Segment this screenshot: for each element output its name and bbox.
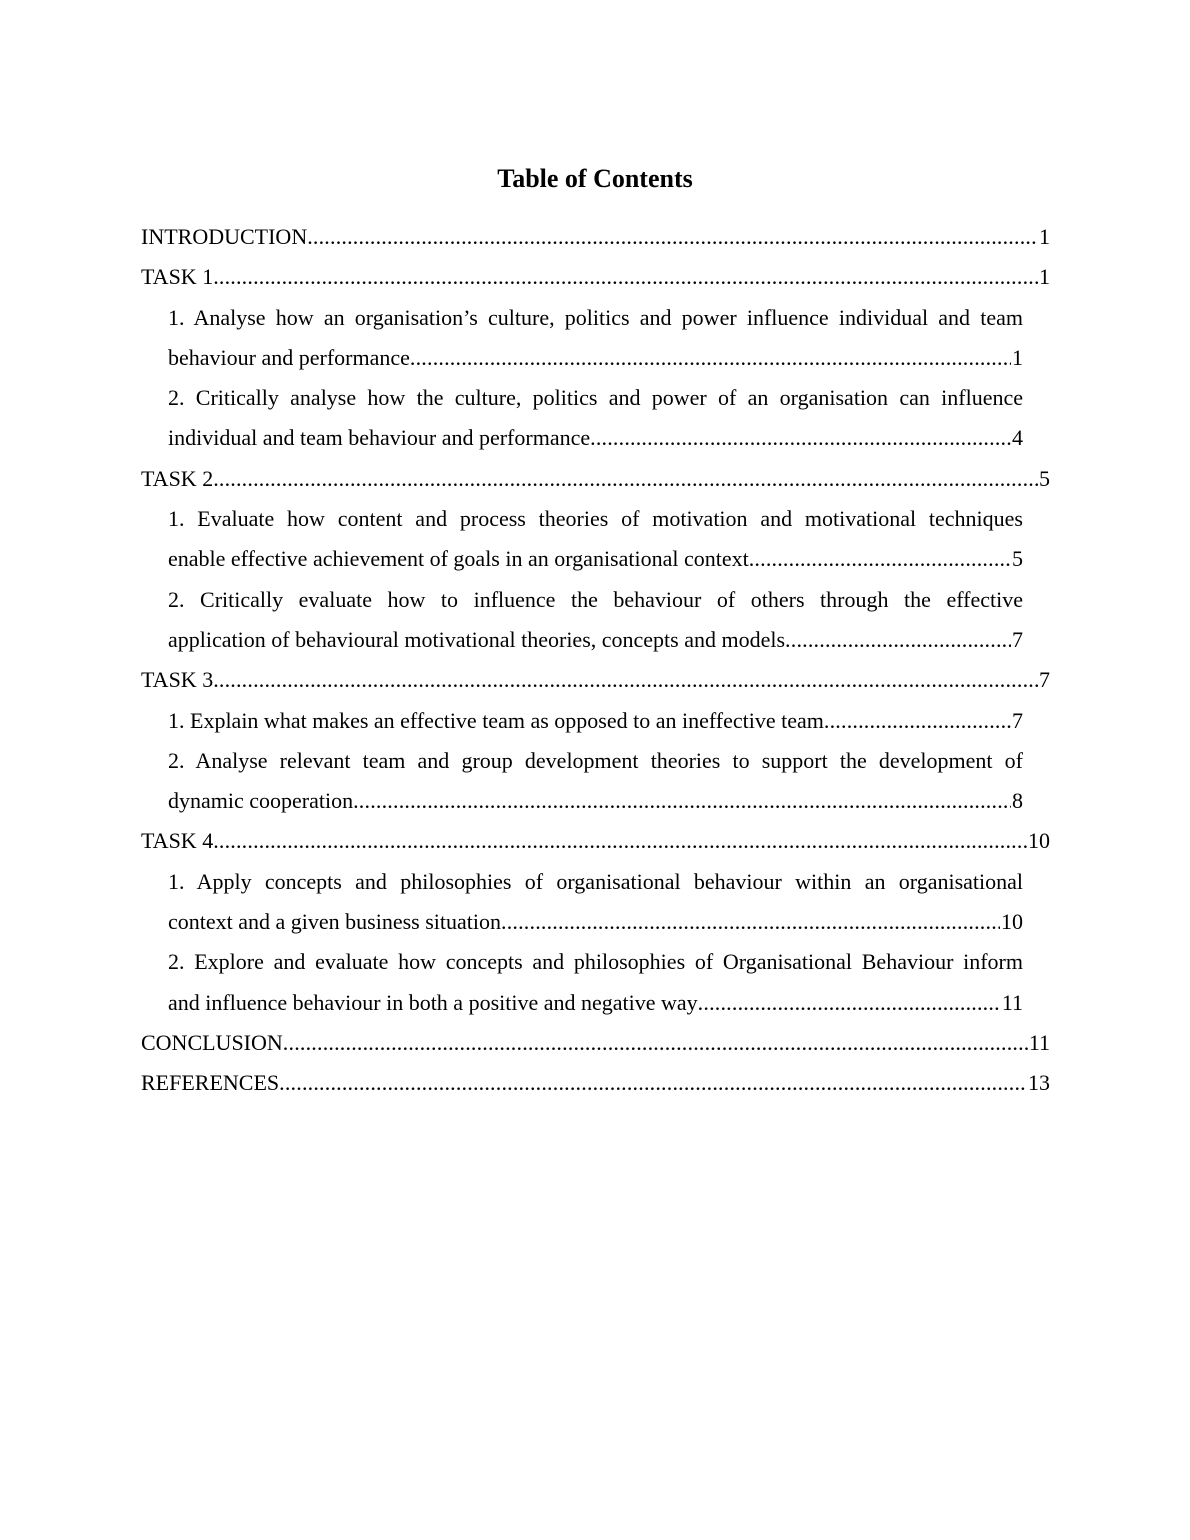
toc-entry-label-line2: behaviour and performance [168,344,410,370]
toc-entry-label: TASK 3 [141,667,214,693]
toc-entry-page: 1 [1011,338,1023,378]
toc-entry-label-line2: and influence behaviour in both a positive and negative way [168,989,698,1015]
toc-entry-task-3-2[interactable] [168,741,1023,822]
toc-entry-task-4[interactable] [141,821,1050,861]
toc-entry-task-3-1[interactable] [168,701,1023,741]
toc-entry-task-2-2[interactable] [168,580,1023,661]
toc-entry-task-3[interactable] [141,660,1050,700]
toc-entry-page: 7 [1011,701,1023,741]
toc-entry-label-line1: 2. Critically evaluate how to influence the behaviour of others through the effective [168,586,1023,612]
toc-entry-page: 10 [1000,902,1023,942]
toc-entry-label-line2: dynamic cooperation [168,788,354,814]
toc-entry-label-line1: 2. Critically analyse how the culture, politics and power of an organisation can influence [168,385,1023,411]
toc-entry-conclusion[interactable] [141,1023,1050,1063]
toc-entry-page: 11 [1001,983,1023,1023]
toc-entry-label: 1. Explain what makes an effective team as opposed to an ineffective team [168,707,824,733]
toc-entry-label: TASK 2 [141,465,214,491]
toc-entry-page: 13 [1027,1063,1050,1103]
toc-entry-label-line2: enable effective achievement of goals in an organisational context [168,546,749,572]
toc-entry-page: 1 [1038,217,1050,257]
toc-entry-task-1-2[interactable] [168,378,1023,459]
toc-entry-page: 4 [1011,418,1023,458]
toc-entry-task-4-2[interactable] [168,942,1023,1023]
toc-entry-task-1-1[interactable] [168,298,1023,379]
toc-entry-label-line1: 1. Analyse how an organisation’s culture, politics and power influence individual and team [168,304,1023,330]
toc-entry-page: 7 [1011,620,1023,660]
toc-entry-label: CONCLUSION [141,1029,283,1055]
toc-entry-page: 5 [1038,459,1050,499]
toc-entry-label-line1: 1. Apply concepts and philosophies of organisational behaviour within an organisational [168,868,1023,894]
toc-entry-label-line1: 2. Analyse relevant team and group development theories to support the development of [168,747,1023,773]
toc-entry-label: INTRODUCTION [141,224,308,249]
toc-entry-task-1[interactable] [141,257,1050,297]
toc-entry-page: 10 [1027,821,1050,861]
toc-entry-label-line2: context and a given business situation [168,909,501,935]
toc-entry-page: 11 [1028,1023,1050,1063]
toc-entry-label-line2: application of behavioural motivational theories, concepts and models [168,626,786,652]
toc-entry-label-line2: individual and team behaviour and performance [168,425,591,451]
toc-entry-label: TASK 1 [141,264,214,290]
toc-entry-label-line1: 2. Explore and evaluate how concepts and philosophies of Organisational Behaviour inform [168,949,1023,975]
page-title: Table of Contents [497,164,693,193]
toc-entry-task-2-1[interactable] [168,499,1023,580]
toc-entry-page: 7 [1038,660,1050,700]
toc-entry-page: 8 [1011,781,1023,821]
table-of-contents [141,217,1050,1104]
toc-entry-references[interactable] [141,1063,1050,1103]
toc-entry-introduction[interactable] [141,217,1050,257]
toc-entry-page: 5 [1011,539,1023,579]
toc-entry-task-4-1[interactable] [168,862,1023,943]
toc-entry-label: REFERENCES [141,1070,280,1096]
toc-entry-label-line1: 1. Evaluate how content and process theories of motivation and motivational techniques [168,506,1023,532]
toc-entry-page: 1 [1038,257,1050,297]
toc-entry-label: TASK 4 [141,828,214,854]
toc-entry-task-2[interactable] [141,459,1050,499]
